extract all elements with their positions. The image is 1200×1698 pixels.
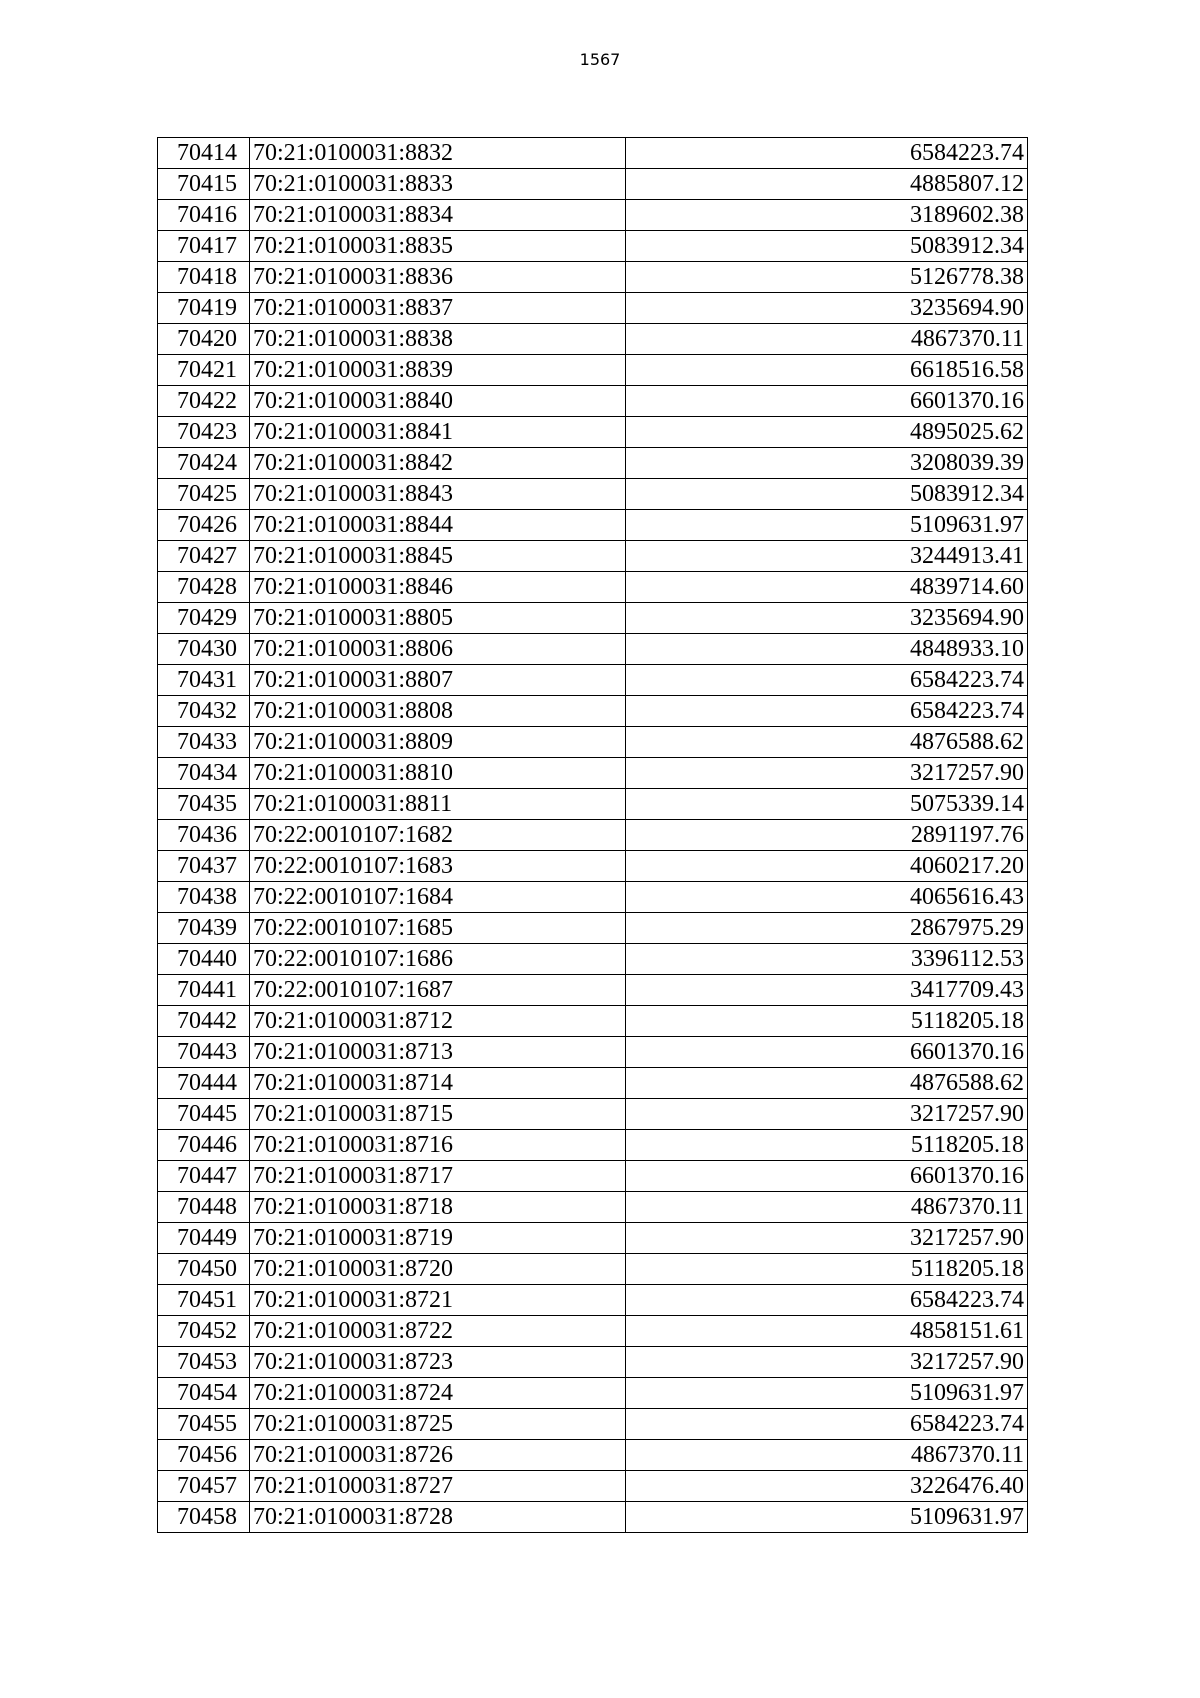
row-number-cell: 70415	[158, 169, 250, 200]
value-cell: 4858151.61	[626, 1316, 1028, 1347]
table-row	[158, 1285, 1028, 1316]
table-row	[158, 479, 1028, 510]
table-row	[158, 293, 1028, 324]
value-cell: 5118205.18	[626, 1254, 1028, 1285]
row-number-cell: 70444	[158, 1068, 250, 1099]
table-row	[158, 851, 1028, 882]
cadastral-number-cell: 70:21:0100031:8810	[250, 758, 626, 789]
value-cell: 3235694.90	[626, 293, 1028, 324]
cadastral-number-cell: 70:21:0100031:8806	[250, 634, 626, 665]
table-row	[158, 1440, 1028, 1471]
table-row	[158, 1347, 1028, 1378]
table-row	[158, 1378, 1028, 1409]
value-cell: 3226476.40	[626, 1471, 1028, 1502]
cadastral-number-cell: 70:21:0100031:8837	[250, 293, 626, 324]
cadastral-number-cell: 70:21:0100031:8727	[250, 1471, 626, 1502]
cadastral-number-cell: 70:22:0010107:1683	[250, 851, 626, 882]
value-cell: 2867975.29	[626, 913, 1028, 944]
cadastral-number-cell: 70:21:0100031:8836	[250, 262, 626, 293]
table-row	[158, 882, 1028, 913]
value-cell: 2891197.76	[626, 820, 1028, 851]
cadastral-number-cell: 70:22:0010107:1682	[250, 820, 626, 851]
table-body	[158, 138, 1028, 1533]
value-cell: 6584223.74	[626, 1409, 1028, 1440]
row-number-cell: 70423	[158, 417, 250, 448]
value-cell: 6601370.16	[626, 1037, 1028, 1068]
row-number-cell: 70452	[158, 1316, 250, 1347]
table-row	[158, 1409, 1028, 1440]
table-row	[158, 355, 1028, 386]
cadastral-number-cell: 70:21:0100031:8720	[250, 1254, 626, 1285]
value-cell: 4876588.62	[626, 727, 1028, 758]
cadastral-number-cell: 70:21:0100031:8840	[250, 386, 626, 417]
table-row	[158, 1099, 1028, 1130]
table-row	[158, 1068, 1028, 1099]
cadastral-number-cell: 70:21:0100031:8722	[250, 1316, 626, 1347]
table-row	[158, 1161, 1028, 1192]
row-number-cell: 70439	[158, 913, 250, 944]
row-number-cell: 70448	[158, 1192, 250, 1223]
cadastral-number-cell: 70:21:0100031:8833	[250, 169, 626, 200]
value-cell: 6601370.16	[626, 1161, 1028, 1192]
data-table	[157, 137, 1028, 1533]
value-cell: 5083912.34	[626, 231, 1028, 262]
cadastral-number-cell: 70:21:0100031:8838	[250, 324, 626, 355]
value-cell: 4867370.11	[626, 1440, 1028, 1471]
table-row	[158, 1316, 1028, 1347]
value-cell: 3208039.39	[626, 448, 1028, 479]
table-row	[158, 572, 1028, 603]
table-row	[158, 231, 1028, 262]
value-cell: 5109631.97	[626, 1378, 1028, 1409]
row-number-cell: 70451	[158, 1285, 250, 1316]
row-number-cell: 70414	[158, 138, 250, 169]
value-cell: 4065616.43	[626, 882, 1028, 913]
row-number-cell: 70437	[158, 851, 250, 882]
table-row	[158, 448, 1028, 479]
value-cell: 3235694.90	[626, 603, 1028, 634]
value-cell: 4885807.12	[626, 169, 1028, 200]
table-row	[158, 944, 1028, 975]
value-cell: 6584223.74	[626, 665, 1028, 696]
value-cell: 3244913.41	[626, 541, 1028, 572]
table-row	[158, 386, 1028, 417]
row-number-cell: 70443	[158, 1037, 250, 1068]
table-row	[158, 324, 1028, 355]
cadastral-number-cell: 70:21:0100031:8726	[250, 1440, 626, 1471]
value-cell: 5109631.97	[626, 1502, 1028, 1533]
value-cell: 3396112.53	[626, 944, 1028, 975]
cadastral-number-cell: 70:21:0100031:8723	[250, 1347, 626, 1378]
page-number: 1567	[579, 50, 621, 69]
table-row	[158, 696, 1028, 727]
cadastral-number-cell: 70:21:0100031:8842	[250, 448, 626, 479]
cadastral-number-cell: 70:21:0100031:8714	[250, 1068, 626, 1099]
table-row	[158, 1006, 1028, 1037]
cadastral-number-cell: 70:21:0100031:8713	[250, 1037, 626, 1068]
table-row	[158, 758, 1028, 789]
value-cell: 4876588.62	[626, 1068, 1028, 1099]
row-number-cell: 70430	[158, 634, 250, 665]
cadastral-number-cell: 70:21:0100031:8805	[250, 603, 626, 634]
row-number-cell: 70421	[158, 355, 250, 386]
row-number-cell: 70420	[158, 324, 250, 355]
cadastral-number-cell: 70:21:0100031:8811	[250, 789, 626, 820]
row-number-cell: 70458	[158, 1502, 250, 1533]
cadastral-number-cell: 70:21:0100031:8835	[250, 231, 626, 262]
value-cell: 6584223.74	[626, 696, 1028, 727]
table-row	[158, 1223, 1028, 1254]
cadastral-number-cell: 70:21:0100031:8832	[250, 138, 626, 169]
row-number-cell: 70428	[158, 572, 250, 603]
row-number-cell: 70424	[158, 448, 250, 479]
row-number-cell: 70445	[158, 1099, 250, 1130]
row-number-cell: 70438	[158, 882, 250, 913]
cadastral-number-cell: 70:21:0100031:8728	[250, 1502, 626, 1533]
cadastral-number-cell: 70:21:0100031:8841	[250, 417, 626, 448]
cadastral-number-cell: 70:22:0010107:1684	[250, 882, 626, 913]
value-cell: 6584223.74	[626, 138, 1028, 169]
value-cell: 3217257.90	[626, 1347, 1028, 1378]
table-row	[158, 634, 1028, 665]
cadastral-number-cell: 70:21:0100031:8843	[250, 479, 626, 510]
value-cell: 5126778.38	[626, 262, 1028, 293]
value-cell: 4867370.11	[626, 1192, 1028, 1223]
cadastral-number-cell: 70:21:0100031:8845	[250, 541, 626, 572]
cadastral-number-cell: 70:21:0100031:8719	[250, 1223, 626, 1254]
table-row	[158, 200, 1028, 231]
row-number-cell: 70425	[158, 479, 250, 510]
value-cell: 4848933.10	[626, 634, 1028, 665]
value-cell: 5118205.18	[626, 1006, 1028, 1037]
table-row	[158, 1254, 1028, 1285]
table-row	[158, 262, 1028, 293]
table-row	[158, 417, 1028, 448]
row-number-cell: 70436	[158, 820, 250, 851]
value-cell: 3217257.90	[626, 758, 1028, 789]
cadastral-number-cell: 70:22:0010107:1687	[250, 975, 626, 1006]
cadastral-number-cell: 70:21:0100031:8839	[250, 355, 626, 386]
cadastral-number-cell: 70:21:0100031:8716	[250, 1130, 626, 1161]
row-number-cell: 70426	[158, 510, 250, 541]
row-number-cell: 70454	[158, 1378, 250, 1409]
table-row	[158, 913, 1028, 944]
table-row	[158, 603, 1028, 634]
row-number-cell: 70447	[158, 1161, 250, 1192]
value-cell: 6584223.74	[626, 1285, 1028, 1316]
cadastral-number-cell: 70:21:0100031:8718	[250, 1192, 626, 1223]
value-cell: 4895025.62	[626, 417, 1028, 448]
cadastral-number-cell: 70:21:0100031:8724	[250, 1378, 626, 1409]
row-number-cell: 70416	[158, 200, 250, 231]
value-cell: 4839714.60	[626, 572, 1028, 603]
row-number-cell: 70456	[158, 1440, 250, 1471]
row-number-cell: 70431	[158, 665, 250, 696]
cadastral-number-cell: 70:21:0100031:8717	[250, 1161, 626, 1192]
table-row	[158, 820, 1028, 851]
table-row	[158, 169, 1028, 200]
value-cell: 4060217.20	[626, 851, 1028, 882]
value-cell: 5109631.97	[626, 510, 1028, 541]
table-row	[158, 1471, 1028, 1502]
row-number-cell: 70429	[158, 603, 250, 634]
table-row	[158, 1192, 1028, 1223]
row-number-cell: 70457	[158, 1471, 250, 1502]
row-number-cell: 70455	[158, 1409, 250, 1440]
table-row	[158, 727, 1028, 758]
value-cell: 3417709.43	[626, 975, 1028, 1006]
cadastral-number-cell: 70:21:0100031:8721	[250, 1285, 626, 1316]
value-cell: 5083912.34	[626, 479, 1028, 510]
row-number-cell: 70427	[158, 541, 250, 572]
row-number-cell: 70417	[158, 231, 250, 262]
cadastral-number-cell: 70:21:0100031:8846	[250, 572, 626, 603]
row-number-cell: 70441	[158, 975, 250, 1006]
row-number-cell: 70434	[158, 758, 250, 789]
cadastral-number-cell: 70:21:0100031:8808	[250, 696, 626, 727]
cadastral-number-cell: 70:21:0100031:8715	[250, 1099, 626, 1130]
row-number-cell: 70440	[158, 944, 250, 975]
table-row	[158, 665, 1028, 696]
value-cell: 4867370.11	[626, 324, 1028, 355]
row-number-cell: 70433	[158, 727, 250, 758]
cadastral-number-cell: 70:21:0100031:8834	[250, 200, 626, 231]
table-row	[158, 1502, 1028, 1533]
row-number-cell: 70442	[158, 1006, 250, 1037]
row-number-cell: 70422	[158, 386, 250, 417]
cadastral-number-cell: 70:21:0100031:8712	[250, 1006, 626, 1037]
row-number-cell: 70449	[158, 1223, 250, 1254]
cadastral-number-cell: 70:22:0010107:1686	[250, 944, 626, 975]
row-number-cell: 70450	[158, 1254, 250, 1285]
value-cell: 3217257.90	[626, 1099, 1028, 1130]
cadastral-number-cell: 70:22:0010107:1685	[250, 913, 626, 944]
row-number-cell: 70435	[158, 789, 250, 820]
table-row	[158, 975, 1028, 1006]
table-row	[158, 789, 1028, 820]
value-cell: 3189602.38	[626, 200, 1028, 231]
row-number-cell: 70432	[158, 696, 250, 727]
value-cell: 6601370.16	[626, 386, 1028, 417]
table-row	[158, 1130, 1028, 1161]
table-row	[158, 1037, 1028, 1068]
row-number-cell: 70446	[158, 1130, 250, 1161]
value-cell: 5075339.14	[626, 789, 1028, 820]
row-number-cell: 70418	[158, 262, 250, 293]
value-cell: 3217257.90	[626, 1223, 1028, 1254]
row-number-cell: 70419	[158, 293, 250, 324]
value-cell: 5118205.18	[626, 1130, 1028, 1161]
cadastral-number-cell: 70:21:0100031:8844	[250, 510, 626, 541]
cadastral-number-cell: 70:21:0100031:8725	[250, 1409, 626, 1440]
value-cell: 6618516.58	[626, 355, 1028, 386]
table-row	[158, 541, 1028, 572]
cadastral-number-cell: 70:21:0100031:8809	[250, 727, 626, 758]
row-number-cell: 70453	[158, 1347, 250, 1378]
table-row	[158, 138, 1028, 169]
cadastral-number-cell: 70:21:0100031:8807	[250, 665, 626, 696]
table-row	[158, 510, 1028, 541]
